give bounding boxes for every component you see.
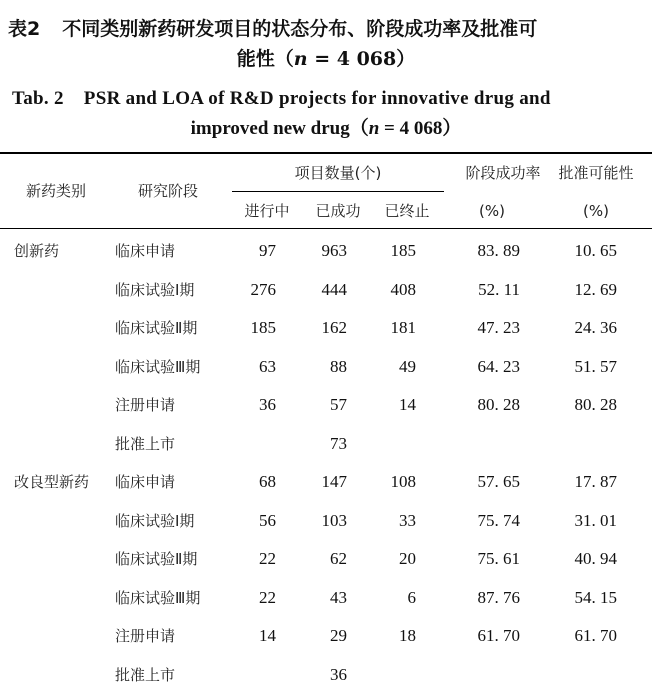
caption-cn-line2-prefix: 能性（ <box>236 48 294 70</box>
n-symbol: n <box>293 48 308 70</box>
cell-stage: 临床试验Ⅱ期 <box>115 550 198 568</box>
cell-category: 改良型新药 <box>14 473 90 491</box>
cell-psr: 52. 11 <box>478 280 520 299</box>
cell-succeeded: 103 <box>321 511 347 530</box>
header-stage: 研究阶段 <box>137 182 199 200</box>
cell-terminated: 20 <box>399 549 416 568</box>
cell-ongoing: 68 <box>259 472 276 491</box>
cell-stage: 批准上市 <box>115 666 176 684</box>
table-header-rule <box>0 228 652 229</box>
header-succeeded: 已成功 <box>315 202 361 220</box>
table-label-en: Tab. 2 <box>12 88 64 109</box>
cell-psr: 61. 70 <box>477 626 520 645</box>
cell-ongoing: 63 <box>259 357 276 376</box>
cell-stage: 临床试验Ⅰ期 <box>115 512 195 530</box>
cell-stage: 临床试验Ⅱ期 <box>115 319 198 337</box>
caption-cn-text: 不同类别新药研发项目的状态分布、阶段成功率及批准可 <box>62 18 538 40</box>
header-ongoing: 进行中 <box>244 202 290 220</box>
cell-ongoing: 36 <box>259 395 276 414</box>
cell-ongoing: 22 <box>259 549 276 568</box>
caption-en-line2-prefix: improved new drug（ <box>190 118 369 139</box>
cell-stage: 临床试验Ⅰ期 <box>115 281 195 299</box>
header-psr: 阶段成功率 <box>465 164 541 182</box>
cell-category: 创新药 <box>14 242 60 260</box>
cell-succeeded: 57 <box>330 395 347 414</box>
header-project-count: 项目数量(个) <box>294 164 382 182</box>
header-loa: 批准可能性 <box>558 164 634 182</box>
caption-en-line1 <box>0 84 652 114</box>
header-psr-unit: (%) <box>479 202 505 220</box>
cell-succeeded: 162 <box>321 318 347 337</box>
cell-succeeded: 43 <box>330 588 347 607</box>
cell-loa: 40. 94 <box>574 549 617 568</box>
cell-loa: 51. 57 <box>574 357 617 376</box>
cell-terminated: 408 <box>390 280 416 299</box>
cell-terminated: 185 <box>390 241 416 260</box>
cell-terminated: 33 <box>399 511 416 530</box>
cell-ongoing: 56 <box>259 511 276 530</box>
cell-ongoing: 276 <box>250 280 276 299</box>
cell-succeeded: 62 <box>330 549 347 568</box>
cell-terminated: 6 <box>407 588 416 607</box>
cell-psr: 57. 65 <box>477 472 520 491</box>
header-terminated: 已终止 <box>384 202 430 220</box>
caption-cn-line2 <box>0 44 652 74</box>
table-caption-english <box>0 84 652 144</box>
table-caption-chinese <box>0 14 652 74</box>
header-loa-unit: (%) <box>583 202 609 220</box>
cell-stage: 批准上市 <box>115 435 176 453</box>
cell-ongoing: 22 <box>259 588 276 607</box>
cell-terminated: 18 <box>399 626 416 645</box>
cell-stage: 临床申请 <box>115 242 176 260</box>
cell-succeeded: 963 <box>321 241 347 260</box>
table-label-cn: 表2 <box>8 18 41 40</box>
cell-psr: 75. 61 <box>477 549 520 568</box>
cell-terminated: 181 <box>390 318 416 337</box>
header-category: 新药类别 <box>25 182 87 200</box>
cell-ongoing: 185 <box>250 318 276 337</box>
cell-terminated: 108 <box>390 472 416 491</box>
cell-psr: 80. 28 <box>477 395 520 414</box>
caption-en-text: PSR and LOA of R&D projects for innovative drug and <box>83 88 551 109</box>
cell-psr: 47. 23 <box>477 318 520 337</box>
n-symbol: n <box>368 118 380 139</box>
cell-succeeded: 36 <box>330 665 347 684</box>
table-top-rule <box>0 152 652 154</box>
caption-en-line2 <box>0 114 652 144</box>
cell-succeeded: 444 <box>321 280 347 299</box>
caption-cn-line2-suffix: = 4 068） <box>307 48 416 70</box>
cell-ongoing: 14 <box>259 626 276 645</box>
cell-psr: 83. 89 <box>477 241 520 260</box>
cell-stage: 注册申请 <box>115 396 176 414</box>
cell-stage: 临床申请 <box>115 473 176 491</box>
cell-terminated: 14 <box>399 395 416 414</box>
cell-ongoing: 97 <box>259 241 276 260</box>
cell-succeeded: 147 <box>321 472 347 491</box>
cell-succeeded: 73 <box>330 434 347 453</box>
cell-loa: 80. 28 <box>574 395 617 414</box>
cell-loa: 12. 69 <box>574 280 617 299</box>
cell-loa: 54. 15 <box>574 588 617 607</box>
cell-stage: 注册申请 <box>115 627 176 645</box>
cell-terminated: 49 <box>399 357 416 376</box>
cell-psr: 87. 76 <box>477 588 520 607</box>
caption-cn-line1 <box>0 14 652 44</box>
cell-stage: 临床试验Ⅲ期 <box>115 589 201 607</box>
caption-en-line2-suffix: = 4 068） <box>379 118 462 139</box>
cell-stage: 临床试验Ⅲ期 <box>115 358 201 376</box>
cell-psr: 64. 23 <box>477 357 520 376</box>
cell-loa: 17. 87 <box>574 472 617 491</box>
project-count-underline <box>232 191 444 192</box>
cell-psr: 75. 74 <box>477 511 520 530</box>
cell-loa: 31. 01 <box>574 511 617 530</box>
cell-loa: 10. 65 <box>574 241 617 260</box>
cell-succeeded: 88 <box>330 357 347 376</box>
cell-loa: 24. 36 <box>574 318 617 337</box>
cell-succeeded: 29 <box>330 626 347 645</box>
cell-loa: 61. 70 <box>574 626 617 645</box>
